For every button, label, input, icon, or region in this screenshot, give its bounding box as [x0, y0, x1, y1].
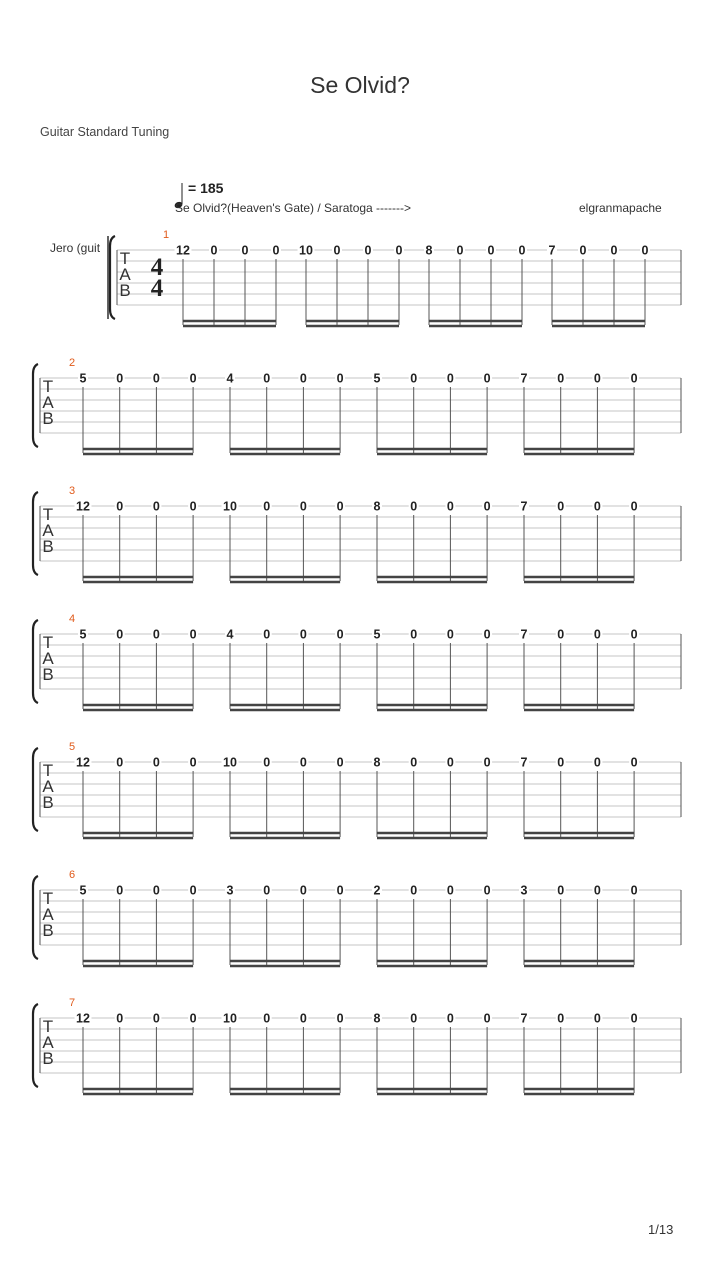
fret-number: 0	[299, 1011, 307, 1026]
fret-number: 0	[487, 243, 495, 258]
measure-number: 6	[68, 869, 76, 881]
measure-number: 2	[68, 357, 76, 369]
tab-system	[0, 732, 720, 852]
fret-number: 5	[79, 371, 87, 386]
measure-number: 4	[68, 613, 76, 625]
fret-number: 12	[76, 755, 90, 770]
fret-number: 0	[557, 627, 565, 642]
fret-number: 7	[520, 755, 528, 770]
tab-staff-svg	[0, 476, 720, 596]
tab-clef-letter: A	[42, 1033, 54, 1052]
fret-number: 0	[518, 243, 526, 258]
song-subtitle: Se Olvid?(Heaven's Gate) / Saratoga ------->	[175, 201, 412, 215]
fret-number: 8	[373, 1011, 381, 1026]
time-signature-digit: 4	[150, 275, 164, 302]
measure-number: 7	[68, 997, 76, 1009]
fret-number: 0	[116, 883, 124, 898]
tab-clef-letter: B	[119, 281, 131, 300]
fret-number: 0	[299, 499, 307, 514]
fret-number: 0	[364, 243, 372, 258]
fret-number: 0	[410, 627, 418, 642]
tab-clef-letter: A	[119, 265, 131, 284]
fret-number: 0	[263, 883, 271, 898]
fret-number: 0	[299, 883, 307, 898]
fret-number: 7	[520, 499, 528, 514]
fret-number: 0	[152, 1011, 160, 1026]
fret-number: 0	[630, 499, 638, 514]
tab-system	[0, 220, 720, 340]
fret-number: 10	[223, 499, 237, 514]
fret-number: 0	[630, 627, 638, 642]
tab-staff-svg	[0, 988, 720, 1108]
tab-clef-letter: A	[42, 649, 54, 668]
tab-system	[0, 348, 720, 468]
tab-staff-svg	[0, 220, 720, 340]
fret-number: 5	[79, 883, 87, 898]
fret-number: 5	[79, 627, 87, 642]
fret-number: 0	[557, 371, 565, 386]
fret-number: 0	[610, 243, 618, 258]
fret-number: 3	[520, 883, 528, 898]
fret-number: 12	[76, 1011, 90, 1026]
fret-number: 5	[373, 371, 381, 386]
track-name: Jero (guit	[50, 241, 101, 255]
fret-number: 0	[641, 243, 649, 258]
tab-clef-letter: A	[42, 393, 54, 412]
fret-number: 0	[593, 755, 601, 770]
tuning-label: Guitar Standard Tuning	[40, 125, 170, 139]
tab-clef-letter: A	[42, 905, 54, 924]
fret-number: 0	[189, 755, 197, 770]
fret-number: 0	[263, 755, 271, 770]
fret-number: 0	[483, 627, 491, 642]
fret-number: 7	[520, 627, 528, 642]
tab-system	[0, 604, 720, 724]
fret-number: 0	[263, 627, 271, 642]
fret-number: 4	[226, 371, 234, 386]
fret-number: 0	[336, 755, 344, 770]
fret-number: 0	[593, 499, 601, 514]
tab-clef-letter: T	[42, 761, 54, 780]
fret-number: 7	[520, 1011, 528, 1026]
fret-number: 0	[557, 883, 565, 898]
fret-number: 0	[395, 243, 403, 258]
measure-number: 1	[162, 229, 170, 241]
staff-brace	[110, 236, 115, 319]
fret-number: 0	[557, 499, 565, 514]
tempo-marking: = 185	[188, 180, 224, 196]
staff-brace	[33, 876, 38, 959]
fret-number: 0	[410, 755, 418, 770]
fret-number: 0	[263, 499, 271, 514]
time-signature-digit: 4	[150, 254, 164, 281]
fret-number: 0	[483, 883, 491, 898]
fret-number: 0	[189, 627, 197, 642]
tab-staff-svg	[0, 604, 720, 724]
fret-number: 0	[116, 1011, 124, 1026]
fret-number: 0	[152, 371, 160, 386]
fret-number: 0	[410, 371, 418, 386]
fret-number: 0	[189, 883, 197, 898]
fret-number: 7	[520, 371, 528, 386]
fret-number: 0	[446, 1011, 454, 1026]
staff-brace	[33, 1004, 38, 1087]
measure-number: 5	[68, 741, 76, 753]
fret-number: 0	[483, 499, 491, 514]
fret-number: 0	[189, 499, 197, 514]
fret-number: 0	[446, 883, 454, 898]
fret-number: 0	[630, 1011, 638, 1026]
fret-number: 0	[410, 883, 418, 898]
fret-number: 0	[333, 243, 341, 258]
fret-number: 0	[593, 371, 601, 386]
fret-number: 0	[263, 371, 271, 386]
tab-clef-letter: T	[42, 889, 54, 908]
tab-system	[0, 476, 720, 596]
fret-number: 0	[299, 627, 307, 642]
fret-number: 0	[116, 371, 124, 386]
fret-number: 0	[189, 371, 197, 386]
fret-number: 0	[263, 1011, 271, 1026]
fret-number: 0	[557, 755, 565, 770]
fret-number: 0	[336, 499, 344, 514]
fret-number: 0	[579, 243, 587, 258]
fret-number: 0	[210, 243, 218, 258]
fret-number: 8	[425, 243, 433, 258]
fret-number: 0	[456, 243, 464, 258]
fret-number: 0	[152, 883, 160, 898]
fret-number: 10	[299, 243, 313, 258]
fret-number: 2	[373, 883, 381, 898]
fret-number: 0	[446, 627, 454, 642]
fret-number: 5	[373, 627, 381, 642]
fret-number: 0	[152, 499, 160, 514]
fret-number: 12	[76, 499, 90, 514]
fret-number: 0	[557, 1011, 565, 1026]
page-number: 1/13	[648, 1222, 674, 1237]
fret-number: 0	[630, 755, 638, 770]
tab-clef-letter: A	[42, 777, 54, 796]
fret-number: 3	[226, 883, 234, 898]
tab-clef-letter: B	[42, 409, 54, 428]
tab-system	[0, 988, 720, 1108]
fret-number: 0	[593, 883, 601, 898]
fret-number: 0	[593, 627, 601, 642]
author-name: elgranmapache	[579, 201, 662, 215]
tab-staff-svg	[0, 732, 720, 852]
fret-number: 10	[223, 1011, 237, 1026]
staff-brace	[33, 492, 38, 575]
fret-number: 0	[410, 1011, 418, 1026]
tab-staff-svg	[0, 348, 720, 468]
tab-clef-letter: T	[42, 505, 54, 524]
tab-staff-svg	[0, 860, 720, 980]
tab-clef-letter: B	[42, 665, 54, 684]
fret-number: 0	[446, 499, 454, 514]
tab-clef-letter: T	[119, 249, 131, 268]
fret-number: 0	[483, 1011, 491, 1026]
fret-number: 0	[336, 883, 344, 898]
tab-clef-letter: T	[42, 1017, 54, 1036]
tab-clef-letter: A	[42, 521, 54, 540]
fret-number: 10	[223, 755, 237, 770]
fret-number: 0	[272, 243, 280, 258]
fret-number: 0	[410, 499, 418, 514]
fret-number: 0	[116, 499, 124, 514]
fret-number: 0	[593, 1011, 601, 1026]
fret-number: 0	[336, 1011, 344, 1026]
tab-clef-letter: B	[42, 921, 54, 940]
fret-number: 0	[483, 371, 491, 386]
staff-brace	[33, 748, 38, 831]
tab-system	[0, 860, 720, 980]
measure-number: 3	[68, 485, 76, 497]
fret-number: 8	[373, 755, 381, 770]
fret-number: 0	[446, 755, 454, 770]
fret-number: 0	[446, 371, 454, 386]
fret-number: 7	[548, 243, 556, 258]
fret-number: 0	[116, 627, 124, 642]
fret-number: 0	[336, 371, 344, 386]
staff-brace	[33, 364, 38, 447]
fret-number: 0	[241, 243, 249, 258]
fret-number: 0	[152, 755, 160, 770]
tab-clef-letter: T	[42, 633, 54, 652]
fret-number: 0	[483, 755, 491, 770]
fret-number: 4	[226, 627, 234, 642]
fret-number: 0	[630, 883, 638, 898]
fret-number: 12	[176, 243, 190, 258]
fret-number: 0	[152, 627, 160, 642]
fret-number: 0	[299, 371, 307, 386]
fret-number: 0	[116, 755, 124, 770]
tab-clef-letter: T	[42, 377, 54, 396]
fret-number: 8	[373, 499, 381, 514]
song-title: Se Olvid?	[310, 72, 410, 98]
tab-clef-letter: B	[42, 1049, 54, 1068]
fret-number: 0	[189, 1011, 197, 1026]
fret-number: 0	[299, 755, 307, 770]
tab-clef-letter: B	[42, 537, 54, 556]
staff-brace	[33, 620, 38, 703]
fret-number: 0	[630, 371, 638, 386]
fret-number: 0	[336, 627, 344, 642]
tab-clef-letter: B	[42, 793, 54, 812]
